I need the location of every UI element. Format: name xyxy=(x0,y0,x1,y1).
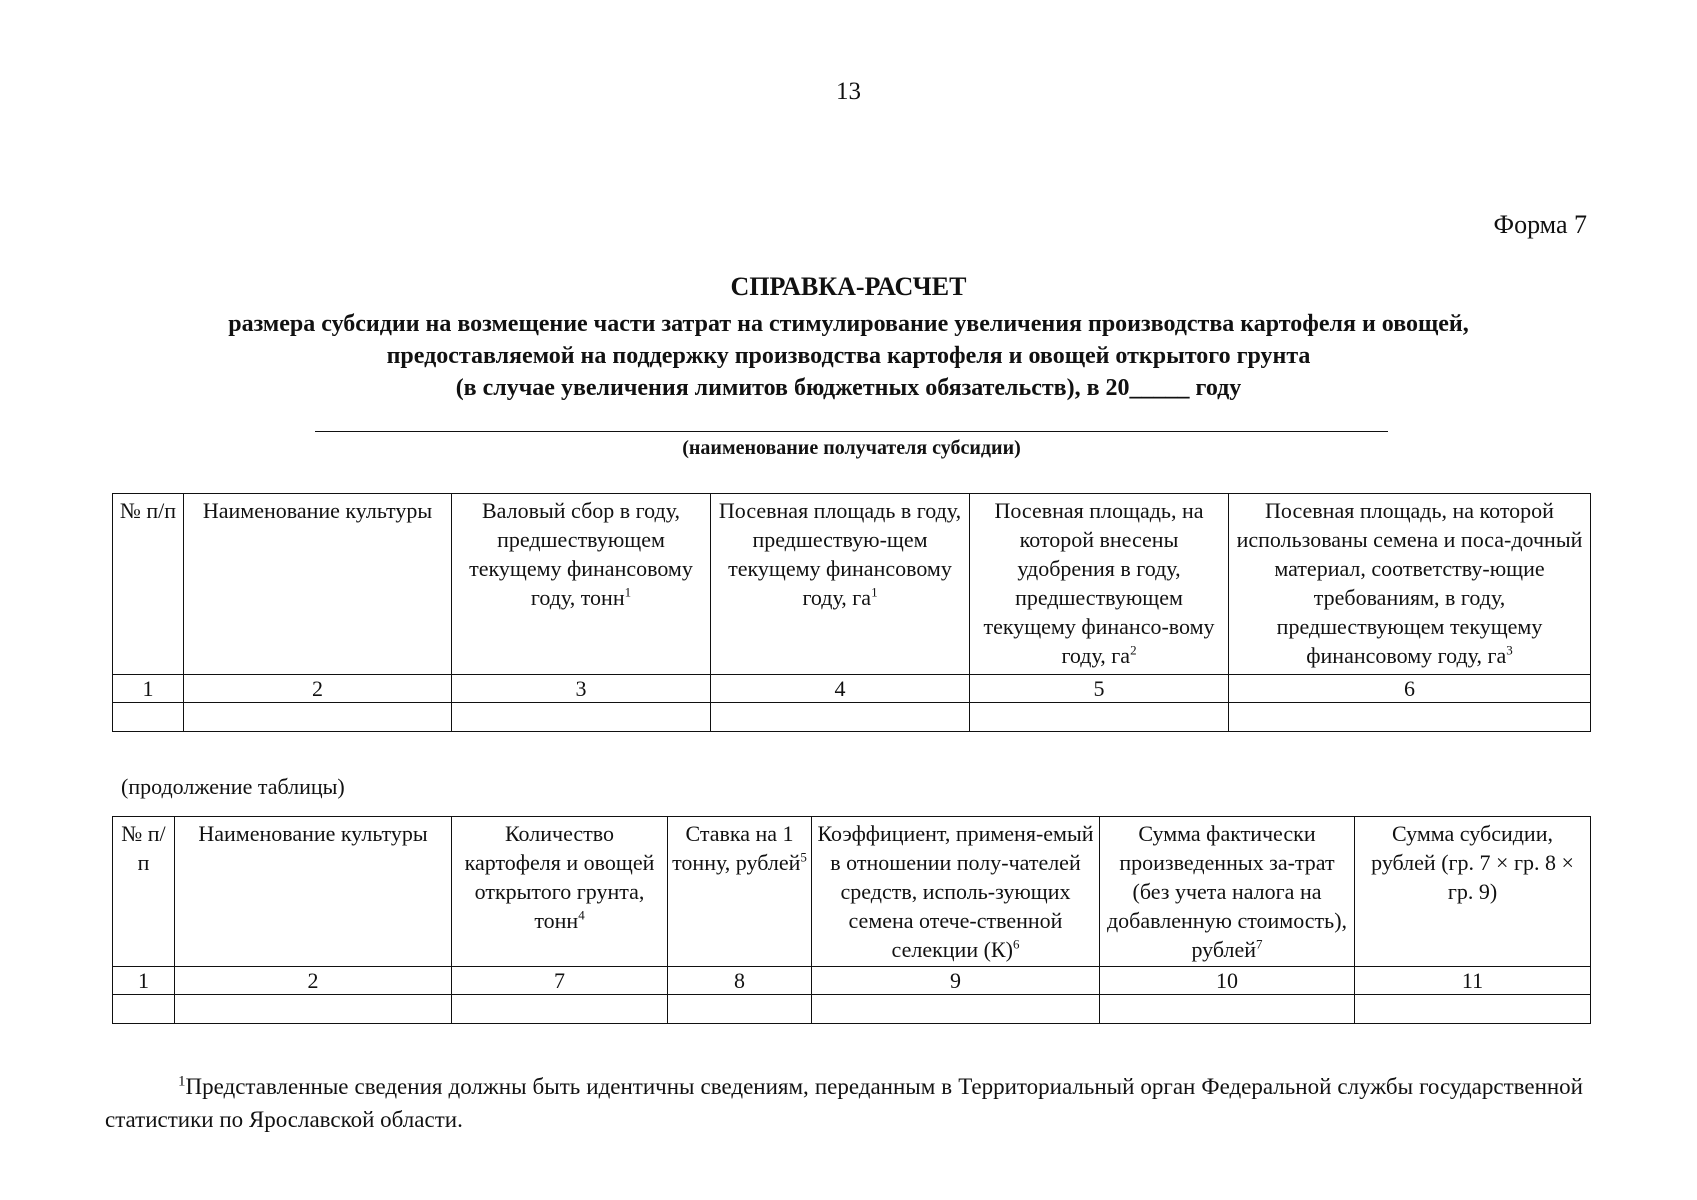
subsidy-table-part1 xyxy=(112,493,1591,732)
table-row xyxy=(113,995,1591,1024)
empty-cell xyxy=(668,995,812,1024)
continuation-label: (продолжение таблицы) xyxy=(121,774,345,799)
subsidy-table-part2 xyxy=(112,816,1591,1024)
header-cell: № п/п xyxy=(113,817,175,967)
empty-cell xyxy=(970,703,1229,732)
subtitle-line: (в случае увеличения лимитов бюджетных обязательств), в 20_____ году xyxy=(455,375,1242,401)
header-cell: Сумма субсидии, рублей (гр. 7 × гр. 8 × гр. 9) xyxy=(1355,817,1591,967)
column-number: 11 xyxy=(1355,967,1591,995)
column-number-row xyxy=(113,967,1591,995)
empty-cell xyxy=(1229,703,1591,732)
table-row xyxy=(113,703,1591,732)
footnote xyxy=(105,1070,1583,1136)
footnote-text: Представленные сведения должны быть идентичны сведениям, переданным в Территориальный орган Федеральной службы государственной статистики по Ярославской области. xyxy=(105,1074,1583,1132)
empty-cell xyxy=(1355,995,1591,1024)
header-cell: Посевная площадь в году, предшествую-щем текущему финансовому году, $га^1$ xyxy=(711,494,970,675)
header-cell: Наименование культуры xyxy=(175,817,452,967)
empty-cell xyxy=(175,995,452,1024)
table-header-row xyxy=(113,494,1591,675)
header-cell: Валовый сбор в году, предшествующем текущему финансовому году, тонн$^1$ xyxy=(452,494,711,675)
column-number: 10 xyxy=(1100,967,1355,995)
document-title: СПРАВКА-РАСЧЕТ xyxy=(730,272,967,301)
empty-cell xyxy=(711,703,970,732)
column-number: 2 xyxy=(184,675,452,703)
column-number-row xyxy=(113,675,1591,703)
column-number: 5 xyxy=(970,675,1229,703)
header-cell: Наименование культуры xyxy=(184,494,452,675)
subtitle-line: размера субсидии на возмещение части затрат на стимулирование увеличения производства картофеля и овощей, xyxy=(228,311,1469,337)
column-number: 1 xyxy=(113,967,175,995)
empty-cell xyxy=(452,995,668,1024)
empty-cell xyxy=(812,995,1100,1024)
column-number: 1 xyxy=(113,675,184,703)
column-number: 3 xyxy=(452,675,711,703)
footnote-marker: 1 xyxy=(178,1073,186,1090)
column-number: 2 xyxy=(175,967,452,995)
empty-cell xyxy=(184,703,452,732)
recipient-caption: (наименование получателя субсидии) xyxy=(682,437,1021,459)
column-number: 7 xyxy=(452,967,668,995)
page-number: 13 xyxy=(836,78,861,105)
header-cell: № п/п xyxy=(113,494,184,675)
header-cell: Сумма фактически произведенных за-трат (без учета налога на добавленную стоимость), рублей$^7$ xyxy=(1100,817,1355,967)
recipient-name-line xyxy=(315,431,1388,432)
empty-cell xyxy=(113,995,175,1024)
header-cell: Посевная площадь, на которой использованы семена и поса-дочный материал, соответству-ющие требованиям, в году, предшествующем текущему финансовому году, $га^3$ xyxy=(1229,494,1591,675)
header-cell: Посевная площадь, на которой внесены удобрения в году, предшествующем текущему финансо-вому году, $га^2$ xyxy=(970,494,1229,675)
table-header-row xyxy=(113,817,1591,967)
document-subtitle xyxy=(100,308,1597,404)
column-number: 6 xyxy=(1229,675,1591,703)
empty-cell xyxy=(452,703,711,732)
subtitle-line: предоставляемой на поддержку производства картофеля и овощей открытого грунта xyxy=(386,343,1311,369)
header-cell: Коэффициент, применя-емый в отношении полу-чателей средств, исполь-зующих семена отече-ственной селекции $(К)^6$ xyxy=(812,817,1100,967)
empty-cell xyxy=(1100,995,1355,1024)
column-number: 8 xyxy=(668,967,812,995)
column-number: 4 xyxy=(711,675,970,703)
header-cell: Ставка на 1 тонну, рублей$^5$ xyxy=(668,817,812,967)
form-label: Форма 7 xyxy=(1493,210,1587,239)
empty-cell xyxy=(113,703,184,732)
column-number: 9 xyxy=(812,967,1100,995)
header-cell: Количество картофеля и овощей открытого грунта, тонн$^4$ xyxy=(452,817,668,967)
